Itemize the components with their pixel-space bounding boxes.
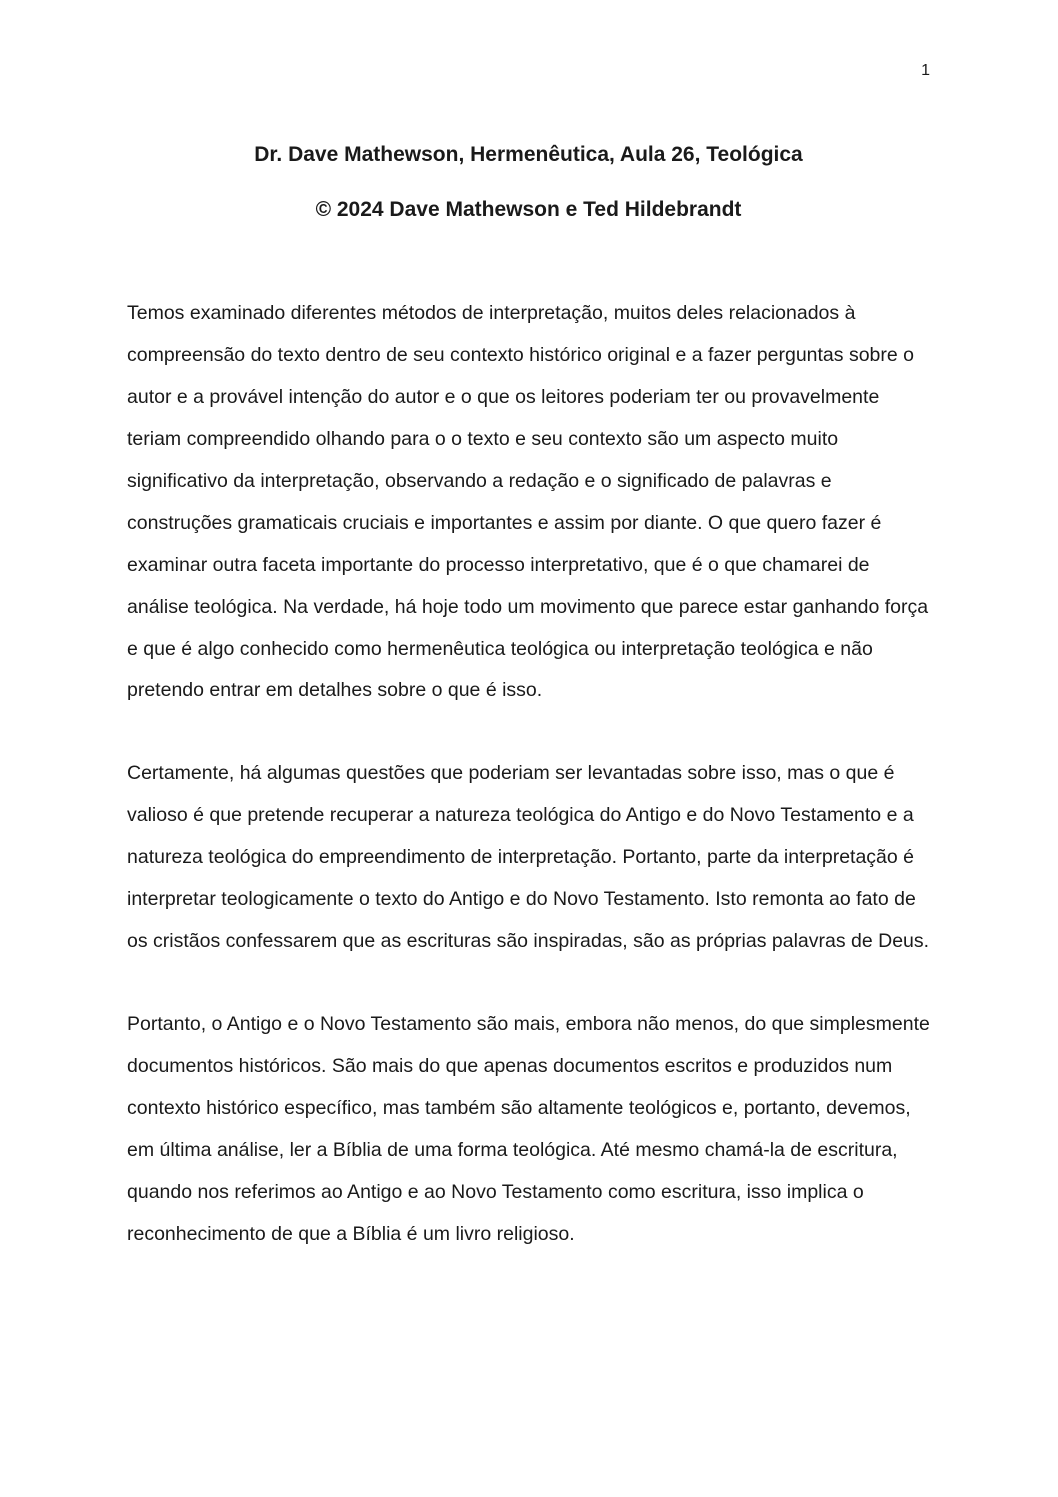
document-content (127, 128, 930, 1297)
document-title-line-1: Dr. Dave Mathewson, Hermenêutica, Aula 26, Teológica (254, 143, 803, 166)
paragraph-3: Portanto, o Antigo e o Novo Testamento são mais, embora não menos, do que simplesmente documentos históricos. São mais do que apenas documentos escritos e produzidos num contexto histórico específico, mas também são altamente teológicos e, portanto, devemos, em última análise, ler a Bíblia de uma forma teológica. Até mesmo chamá-la de escritura, quando nos referimos ao Antigo e ao Novo Testamento como escritura, isso implica o reconhecimento de que a Bíblia é um livro religioso. (127, 1013, 930, 1245)
document-title-block (127, 128, 930, 237)
paragraph-2: Certamente, há algumas questões que poderiam ser levantadas sobre isso, mas o que é valioso é que pretende recuperar a natureza teológica do Antigo e do Novo Testamento e a natureza teológica do empreendimento de interpretação. Portanto, parte da interpretação é interpretar teologicamente o texto do Antigo e do Novo Testamento. Isto remonta ao fato de os cristãos confessarem que as escrituras são inspiradas, são as próprias palavras de Deus. (127, 762, 930, 953)
page-number: 1 (921, 62, 930, 79)
document-body (127, 293, 930, 1255)
document-title-line-2: © 2024 Dave Mathewson e Ted Hildebrandt (315, 197, 742, 221)
paragraph-1: Temos examinado diferentes métodos de interpretação, muitos deles relacionados à compreensão do texto dentro de seu contexto histórico original e a fazer perguntas sobre o autor e a provável intenção do autor e o que os leitores poderiam ter ou provavelmente teriam compreendido olhando para o o texto e seu contexto são um aspecto muito significativo da interpretação, observando a redação e o significado de palavras e construções gramaticais cruciais e importantes e assim por diante. O que quero fazer é examinar outra faceta importante do processo interpretativo, que é o que chamarei de análise teológica. Na verdade, há hoje todo um movimento que parece estar ganhando força e que é algo conhecido como hermenêutica teológica ou interpretação teológica e não pretendo entrar em detalhes sobre o que é isso. (127, 302, 929, 702)
